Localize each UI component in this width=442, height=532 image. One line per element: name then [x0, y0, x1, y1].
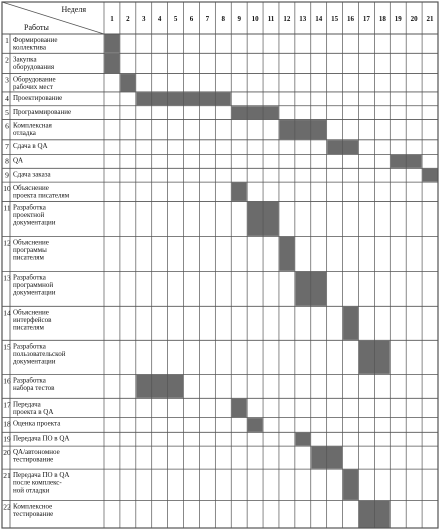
task-number: 11: [3, 203, 11, 213]
task-label: проекта в QA: [13, 407, 54, 416]
task-label: Объяснение: [13, 184, 49, 193]
task-label: отладка: [13, 129, 36, 138]
task-number: 2: [5, 55, 9, 65]
task-number: 9: [5, 170, 9, 180]
task-label: Оборудование: [13, 75, 56, 84]
task-number: 1: [5, 36, 9, 45]
task-label: Разработка: [13, 376, 46, 385]
task-label: Формирование: [13, 36, 58, 44]
task-label: Проектирование: [13, 93, 63, 102]
task-label: Комплексное: [13, 502, 53, 511]
task-bar: [120, 74, 135, 91]
week-number: 11: [267, 15, 275, 23]
task-number: 5: [5, 107, 9, 117]
task-bar: [105, 35, 120, 53]
task-label: документации: [13, 288, 56, 297]
task-number: 3: [5, 75, 9, 85]
week-number: 1: [110, 15, 114, 23]
week-number: 18: [378, 15, 386, 23]
week-number: 4: [157, 15, 162, 23]
task-number: 12: [3, 238, 11, 248]
task-bar: [232, 183, 247, 201]
task-label: рабочих мест: [13, 83, 53, 92]
task-label: Программирование: [13, 107, 72, 116]
task-number: 18: [3, 419, 11, 429]
task-label: проекта писателям: [13, 191, 70, 200]
task-label: Разработка: [13, 342, 46, 351]
task-label: Передача: [13, 400, 41, 409]
task-label: проектной: [13, 211, 45, 220]
task-number: 22: [3, 502, 11, 512]
task-bar: [423, 169, 438, 182]
week-number: 6: [189, 15, 194, 23]
week-number: 20: [410, 15, 418, 23]
task-number: 15: [3, 342, 11, 352]
week-number: 12: [283, 15, 291, 23]
task-bar: [232, 106, 279, 119]
week-number: 13: [299, 15, 307, 23]
task-label: Объяснение: [13, 308, 49, 317]
task-label: Комплексная: [13, 121, 52, 130]
task-label: пользовательской: [13, 349, 66, 358]
task-number: 7: [5, 141, 9, 151]
week-number: 7: [205, 15, 210, 23]
task-label: документации: [13, 218, 56, 227]
week-number: 9: [237, 15, 241, 23]
task-bar: [136, 375, 183, 398]
week-number: 2: [126, 15, 130, 23]
header-work-label: Работы: [24, 23, 49, 32]
task-label: оборудования: [13, 62, 55, 71]
task-label: документации: [13, 357, 56, 366]
task-label: Передача ПО в QA: [13, 434, 70, 443]
task-label: ной отладки: [13, 486, 50, 495]
week-number: 3: [142, 15, 146, 23]
week-number: 10: [251, 15, 259, 23]
task-label: Сдача заказа: [13, 170, 51, 179]
week-number: 21: [426, 15, 434, 23]
task-bar: [295, 433, 310, 446]
task-bar: [279, 120, 326, 139]
task-label: Оценка проекта: [13, 419, 61, 428]
task-label: тестирование: [13, 455, 54, 464]
task-bar: [248, 418, 263, 432]
task-number: 8: [5, 156, 9, 166]
task-label: Разработка: [13, 203, 46, 212]
task-number: 20: [3, 448, 11, 458]
task-label: Сдача в QA: [13, 141, 48, 150]
task-bar: [279, 237, 294, 271]
task-bar: [105, 54, 120, 73]
week-number: 16: [347, 15, 355, 23]
task-number: 16: [3, 376, 11, 386]
task-label: Объяснение: [13, 238, 49, 247]
task-number: 19: [3, 434, 11, 444]
task-label: программы: [13, 245, 47, 254]
week-number: 14: [315, 15, 323, 23]
header-week-label: Неделя: [61, 5, 86, 14]
task-bar: [343, 307, 358, 340]
task-label: программной: [13, 280, 54, 289]
task-number: 6: [5, 121, 9, 131]
week-number: 19: [394, 15, 402, 23]
task-label: QA: [13, 156, 24, 165]
task-number: 21: [3, 471, 11, 481]
week-number: 15: [331, 15, 339, 23]
task-label: Разработка: [13, 273, 46, 282]
task-label: тестирование: [13, 510, 54, 519]
task-label: писателям: [13, 323, 44, 332]
task-label: интерфейсов: [13, 315, 52, 324]
task-number: 10: [3, 184, 11, 194]
task-label: Закупка: [13, 55, 37, 64]
task-label: после комплекс-: [13, 478, 62, 487]
task-label: коллектива: [13, 43, 46, 52]
task-number: 4: [5, 93, 9, 103]
task-number: 17: [3, 400, 11, 410]
week-number: 8: [221, 15, 226, 23]
week-number: 5: [173, 15, 178, 23]
task-label: QА/автономное: [13, 448, 60, 457]
week-number: 17: [362, 15, 370, 23]
task-label: Передача ПО в QA: [13, 471, 70, 480]
task-bar: [343, 470, 358, 500]
task-bar: [232, 399, 247, 417]
task-label: набора тестов: [13, 383, 55, 392]
task-number: 13: [3, 273, 11, 283]
task-label: писателям: [13, 253, 44, 262]
task-number: 14: [3, 308, 11, 318]
